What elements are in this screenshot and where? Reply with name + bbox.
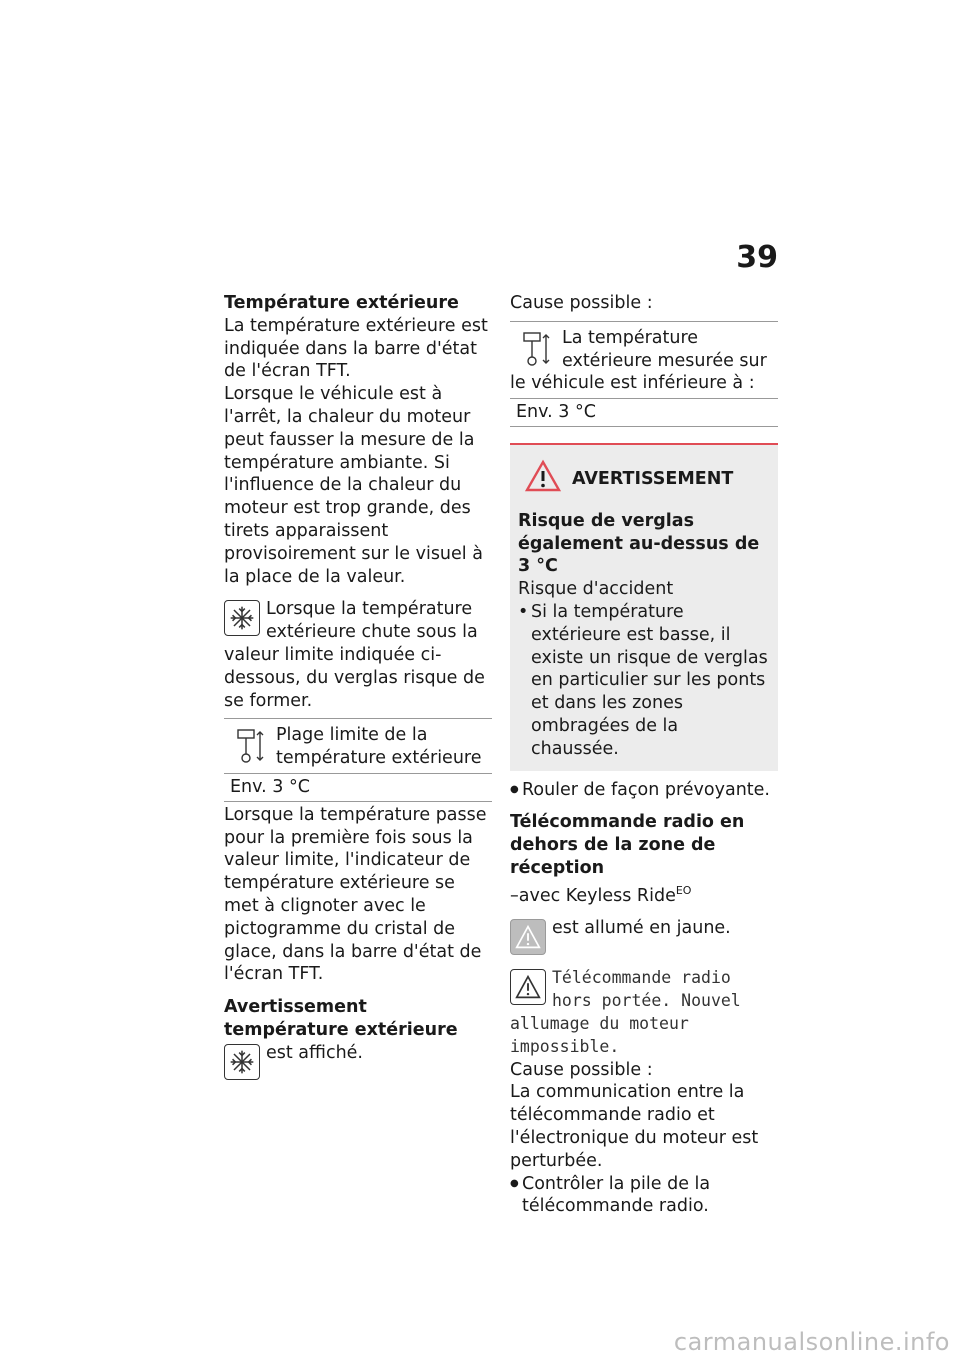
warning-shown xyxy=(224,1042,492,1082)
heading-outside-temp: Température extérieure xyxy=(224,293,459,313)
display-message xyxy=(510,967,778,1058)
text-paragraph: La communication entre la télécommande radio et l'électronique du moteur est perturbée. xyxy=(510,1082,759,1171)
right-column xyxy=(510,292,778,1218)
warning-triangle-icon xyxy=(524,459,562,500)
warning-bullet: • Si la température extérieure est basse, il existe un risque de verglas en particulier sur les ponts et dans les zones ombragées de la chaussée. xyxy=(518,601,770,761)
cause-label: Cause possible : xyxy=(510,293,653,313)
warning-lamp-icon xyxy=(510,919,546,955)
left-column xyxy=(224,292,492,1082)
ice-crystal-icon xyxy=(224,1044,260,1080)
variant-note: –avec Keyless Ride$^{EO}$ xyxy=(510,883,692,906)
heading-remote-range: Télécommande radio en dehors de la zone de réception xyxy=(510,812,745,878)
warning-title: AVERTISSEMENT xyxy=(572,468,734,489)
text-paragraph: Lorsque la température extérieure chute sous la valeur limite indiquée ci-dessous, du verglas risque de se former. xyxy=(224,599,485,711)
thermometer-icon xyxy=(234,726,268,766)
table-value: Env. 3 °C xyxy=(230,776,310,797)
text-paragraph: La température extérieure est indiquée dans la barre d'état de l'écran TFT. xyxy=(224,315,488,382)
action-item: ● Contrôler la pile de la télécommande radio. xyxy=(510,1173,778,1219)
table-label: Plage limite de la température extérieure xyxy=(276,725,482,769)
table-label: La température extérieure mesurée sur le véhicule est inférieure à : xyxy=(510,327,767,394)
cause-label: Cause possible : xyxy=(510,1059,653,1080)
limit-table xyxy=(224,718,492,801)
warning-risk: Risque d'accident xyxy=(518,579,674,600)
frost-info xyxy=(224,598,492,712)
thermometer-icon xyxy=(520,329,554,369)
text-paragraph: est allumé en jaune. xyxy=(552,918,731,939)
text-paragraph: Lorsque la température passe pour la première fois sous la valeur limite, l'indicateur de température extérieure se met à clignoter avec le pictogramme du cristal de glace, dans la barre d'état de l'écran TFT. xyxy=(224,804,487,985)
warning-lamp-icon xyxy=(510,969,546,1005)
warning-heading: Risque de verglas également au-dessus de 3 °C xyxy=(518,510,760,577)
ice-crystal-icon xyxy=(224,600,260,636)
lamp-info xyxy=(510,917,778,957)
table-value: Env. 3 °C xyxy=(516,402,596,423)
text-paragraph: Lorsque le véhicule est à l'arrêt, la chaleur du moteur peut fausser la mesure de la température ambiante. Si l'influence de la chaleur du moteur est trop grande, des tirets apparaissent provisoirement sur le visuel à la place de la valeur. xyxy=(224,384,483,587)
measured-table xyxy=(510,321,778,427)
text-paragraph: est affiché. xyxy=(266,1042,363,1063)
warning-box xyxy=(510,443,778,771)
page-number: 39 xyxy=(736,240,778,275)
heading-temp-warning: Avertissement température extérieure xyxy=(224,997,458,1040)
footer-logo: carmanualsonline.info xyxy=(673,1328,950,1356)
display-text: Télécommande radio hors portée. Nouvel allumage du moteur impossible. xyxy=(510,968,741,1056)
action-item: ● Rouler de façon prévoyante. xyxy=(510,779,778,802)
